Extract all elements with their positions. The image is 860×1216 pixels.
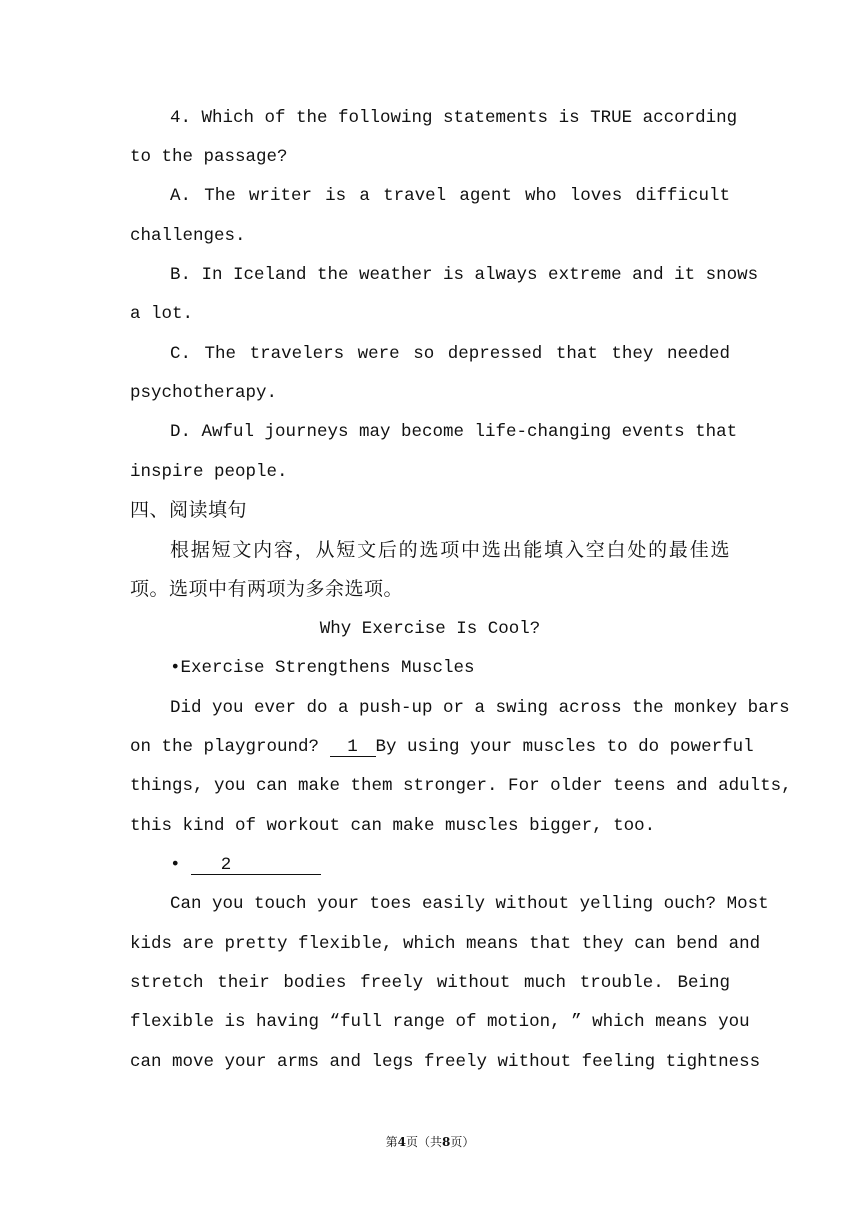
option-b-cont: a lot. <box>130 304 194 324</box>
footer-page-number: 4 <box>397 1135 406 1149</box>
paragraph-2-line-4: flexible is having “full range of motion, ” which means you <box>130 1012 750 1032</box>
blank-2 <box>191 856 321 875</box>
question-4-stem: 4. Which of the following statements is TRUE according <box>170 108 738 128</box>
bullet: • <box>170 855 181 875</box>
paragraph-2-line-5: can move your arms and legs freely without feeling tightness <box>130 1052 761 1072</box>
paragraph-1-line-2-pre: on the playground? <box>130 737 320 757</box>
paragraph-2-line-1: Can you touch your toes easily without yelling ouch? Most <box>170 894 769 914</box>
paragraph-2-line-2: kids are pretty flexible, which means that they can bend and <box>130 934 761 954</box>
subheading-2 <box>170 854 730 876</box>
paragraph-1-line-2 <box>130 736 754 758</box>
option-b: B. In Iceland the weather is always extreme and it snows <box>170 265 759 285</box>
paragraph-2-line-3: stretch their bodies freely without much trouble. Being <box>130 973 730 993</box>
option-a-cont: challenges. <box>130 226 246 246</box>
paragraph-1-line-2-post: By using your muscles to do powerful <box>375 737 754 757</box>
blank-1: 1 <box>330 738 376 757</box>
question-4-stem-cont: to the passage? <box>130 147 288 167</box>
footer-total-pages: 8 <box>442 1135 451 1149</box>
paragraph-1-line-3: things, you can make them stronger. For older teens and adults, <box>130 776 792 796</box>
paragraph-1-line-1: Did you ever do a push-up or a swing across the monkey bars <box>170 698 790 718</box>
section-heading: 四、阅读填句 <box>130 499 248 521</box>
option-c: C. The travelers were so depressed that they needed <box>170 344 730 364</box>
section-instruction-cont: 项。选项中有两项为多余选项。 <box>130 578 404 600</box>
blank-2-number: 2 <box>220 855 232 875</box>
footer-prefix: 第 <box>385 1135 398 1149</box>
subheading-muscles: •Exercise Strengthens Muscles <box>170 658 475 678</box>
option-d-cont: inspire people. <box>130 462 288 482</box>
paragraph-1-line-4: this kind of workout can make muscles bigger, too. <box>130 816 656 836</box>
passage-title: Why Exercise Is Cool? <box>319 619 541 639</box>
footer-suffix: 页） <box>450 1135 475 1149</box>
option-a: A. The writer is a travel agent who loves difficult <box>170 186 730 206</box>
option-c-cont: psychotherapy. <box>130 383 278 403</box>
footer-middle: 页（共 <box>405 1135 442 1149</box>
option-d: D. Awful journeys may become life-changing events that <box>170 422 738 442</box>
page-footer <box>0 1133 860 1150</box>
section-instruction: 根据短文内容，从短文后的选项中选出能填入空白处的最佳选 <box>170 539 730 561</box>
